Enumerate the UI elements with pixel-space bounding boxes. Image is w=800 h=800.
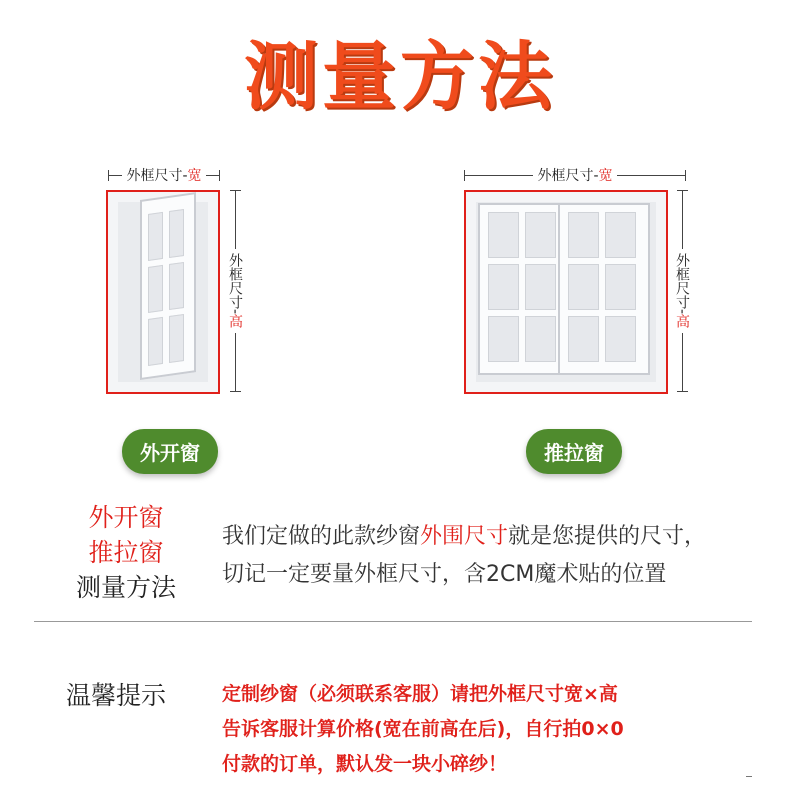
desc-emphasis: 外围尺寸 <box>420 524 509 549</box>
divider <box>34 621 752 622</box>
method-line-title: 测量方法 <box>75 573 176 602</box>
tips-line-3: 付款的订单，默认发一块小碎纱！ <box>222 753 508 775</box>
height-label-em: 高 <box>674 314 690 329</box>
page-title: 测量方法 <box>244 34 556 120</box>
height-label: 外框尺寸- <box>674 253 690 315</box>
method-line-sliding: 推拉窗 <box>88 538 164 567</box>
tips-line-2: 告诉客服计算价格(宽在前高在后)，自行拍0×0 <box>222 718 624 740</box>
width-dimension <box>108 165 220 185</box>
method-label <box>66 500 186 605</box>
height-dimension <box>672 190 692 392</box>
sash-panes <box>148 209 184 366</box>
right-panes <box>568 212 636 362</box>
tips-line-1: 定制纱窗（必须联系客服）请把外框尺寸宽×高 <box>222 683 618 705</box>
height-dimension <box>225 190 245 392</box>
tag-sliding: 推拉窗 <box>526 429 622 474</box>
width-label-em: 宽 <box>187 168 202 184</box>
width-label: 外框尺寸- <box>126 168 188 184</box>
tag-casement: 外开窗 <box>122 429 218 474</box>
corner-mark <box>746 776 752 777</box>
desc-line-2: 切记一定要量外框尺寸，含2CM魔术贴的位置 <box>222 562 667 587</box>
method-description <box>222 518 706 594</box>
left-panes <box>488 212 556 362</box>
width-label-em: 宽 <box>598 168 613 184</box>
height-label: 外框尺寸- <box>227 253 243 315</box>
desc-line-1: 我们定做的此款纱窗外围尺寸就是您提供的尺寸， <box>222 524 707 549</box>
width-dimension <box>464 165 686 185</box>
method-line-casement: 外开窗 <box>88 503 164 532</box>
tips-text <box>222 677 624 782</box>
width-label: 外框尺寸- <box>537 168 599 184</box>
height-label-em: 高 <box>227 314 243 329</box>
tips-label: 温馨提示 <box>66 681 167 710</box>
